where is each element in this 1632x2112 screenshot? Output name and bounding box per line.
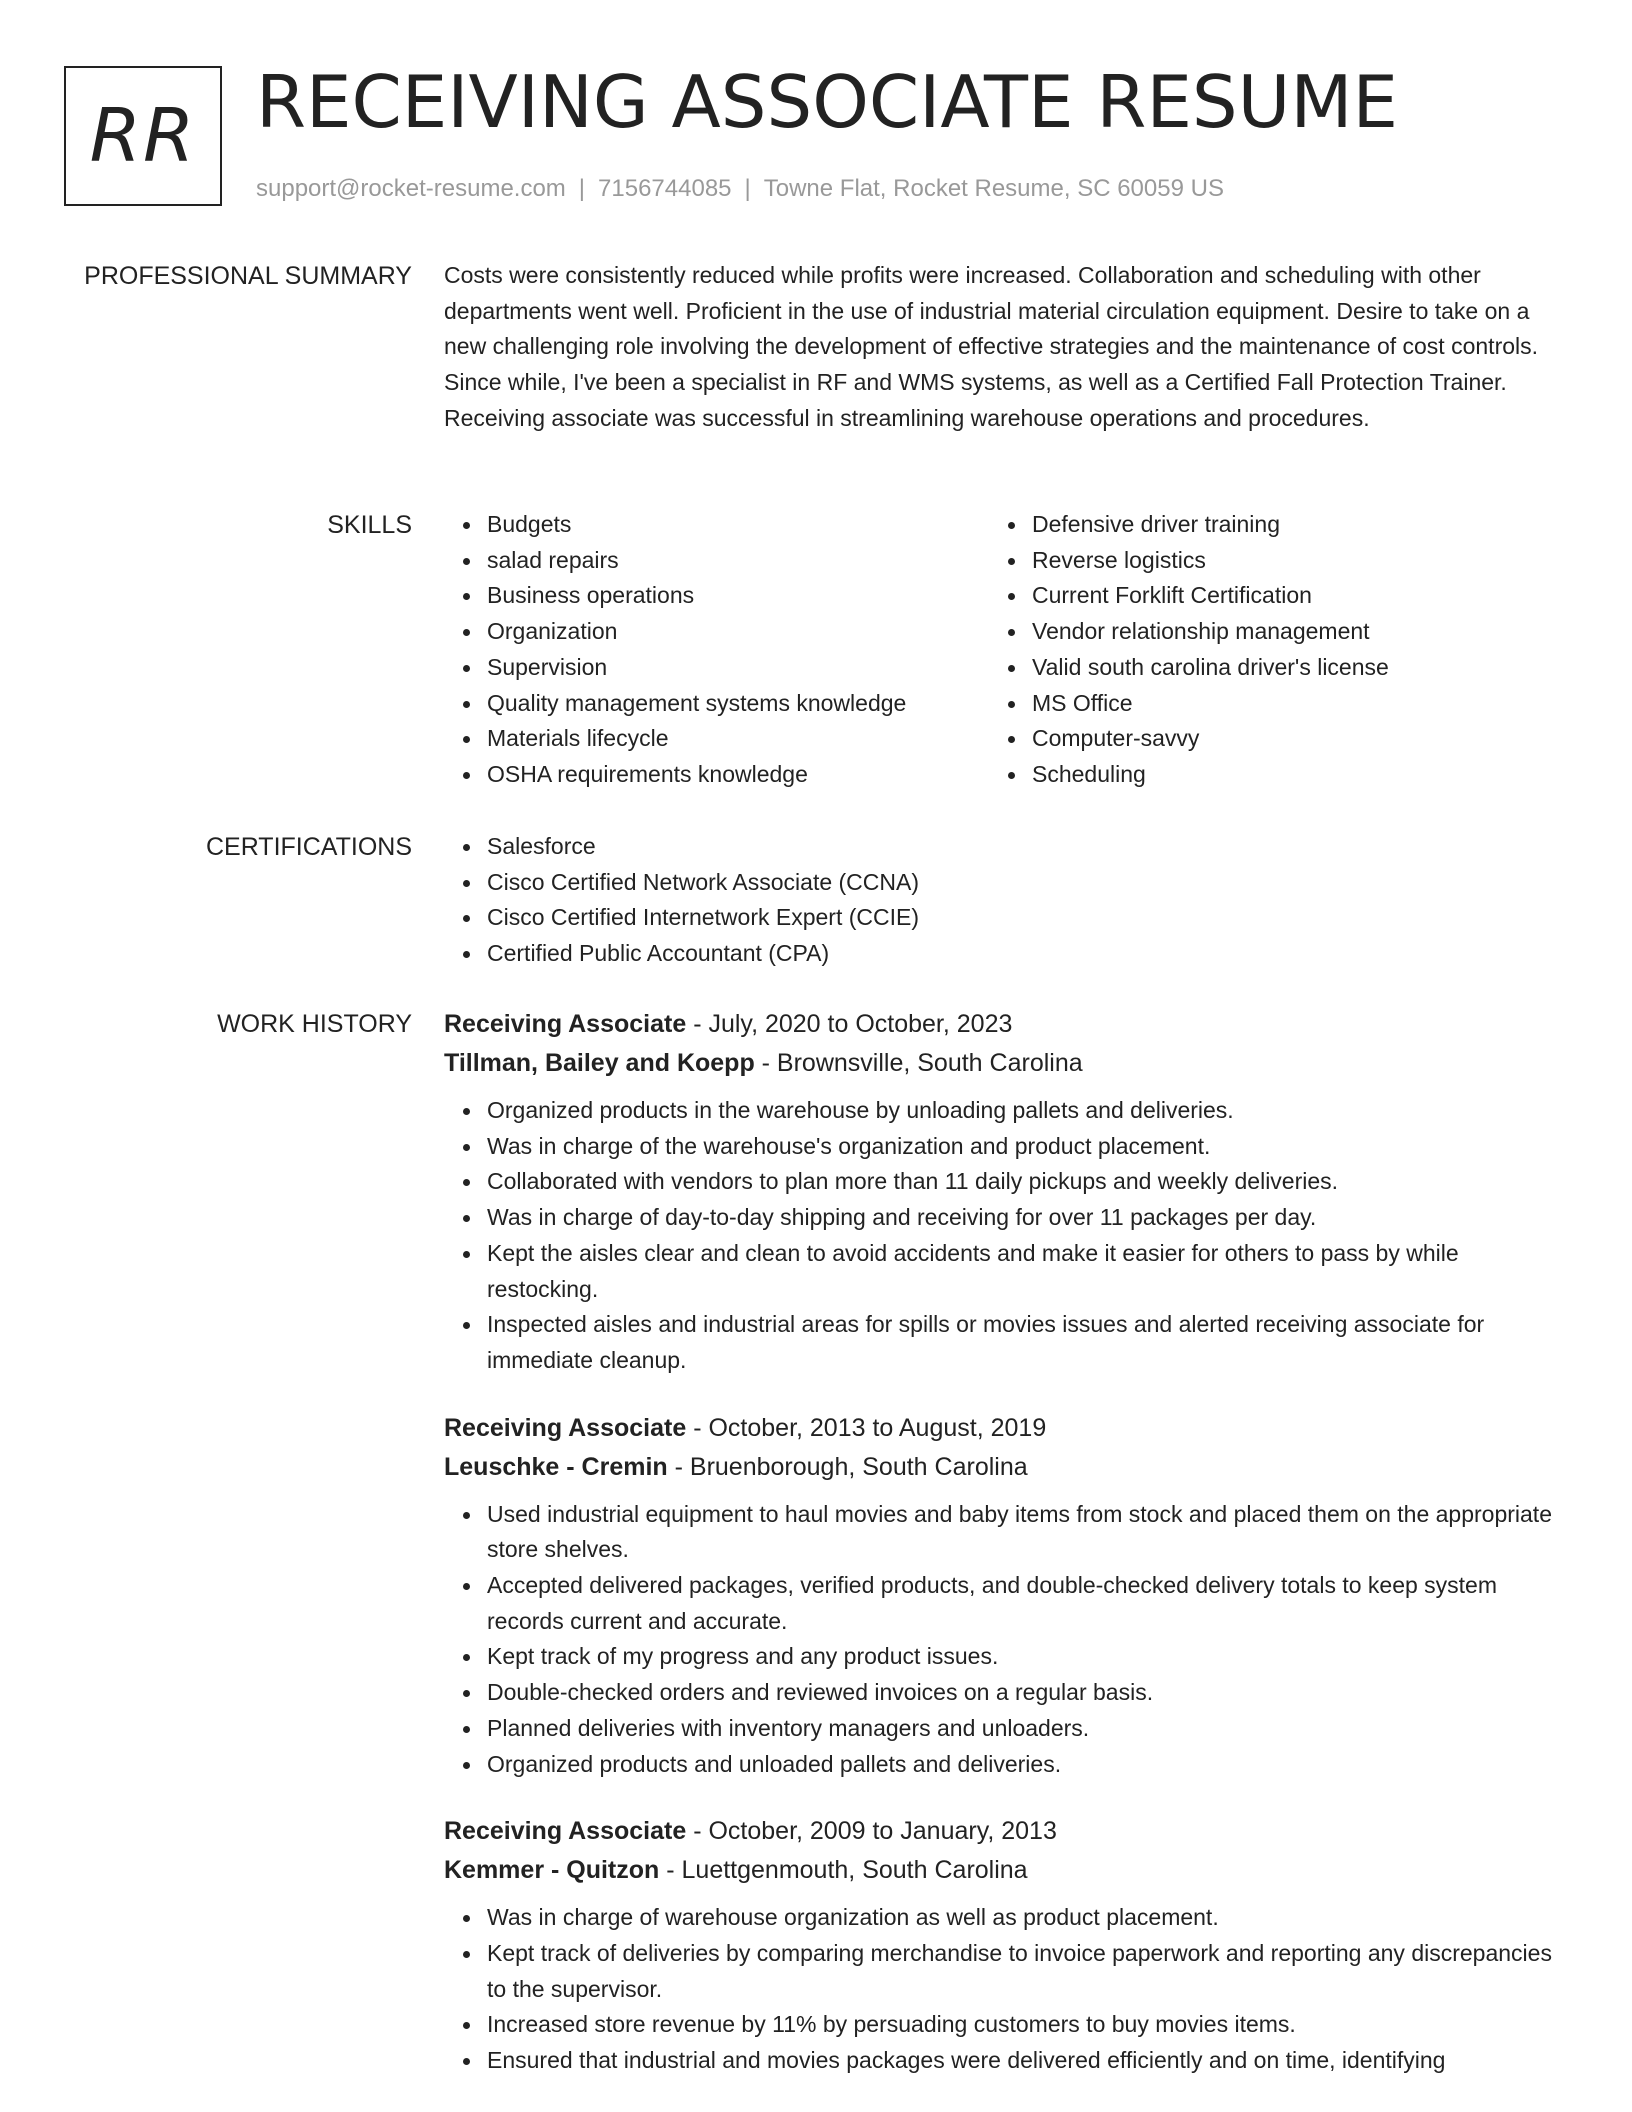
job-company: Leuschke - Cremin <box>444 1452 668 1481</box>
skill-item: MS Office <box>1032 686 1592 722</box>
skills-heading: SKILLS <box>327 511 412 539</box>
job-duty: Kept the aisles clear and clean to avoid accidents and make it easier for others to pass by while restocking. <box>487 1236 1554 1307</box>
job-title-line <box>444 1409 1554 1448</box>
skill-item: Defensive driver training <box>1032 507 1592 543</box>
job-title: Receiving Associate <box>444 1413 687 1442</box>
job-entry <box>444 1409 1554 1783</box>
skill-item: Organization <box>487 614 989 650</box>
job-company-line <box>444 1851 1554 1890</box>
skills-list-right <box>989 507 1592 793</box>
job-company-line <box>444 1448 1554 1487</box>
job-entry <box>444 1812 1554 2079</box>
skill-item: Business operations <box>487 578 989 614</box>
job-duty: Kept track of my progress and any product issues. <box>487 1639 1554 1675</box>
contact-phone: 7156744085 <box>598 175 732 202</box>
contact-address: Towne Flat, Rocket Resume, SC 60059 US <box>763 175 1224 202</box>
skill-item: Supervision <box>487 650 989 686</box>
contact-email: support@rocket-resume.com <box>256 175 566 202</box>
summary-section <box>444 258 1554 437</box>
certifications-heading: CERTIFICATIONS <box>205 833 412 861</box>
skill-item: Quality management systems knowledge <box>487 686 989 722</box>
job-duty: Double-checked orders and reviewed invoices on a regular basis. <box>487 1675 1554 1711</box>
job-duty: Was in charge of the warehouse's organization and product placement. <box>487 1129 1554 1165</box>
skills-section <box>444 507 1554 793</box>
job-duty: Organized products in the warehouse by unloading pallets and deliveries. <box>487 1093 1554 1129</box>
contact-line <box>256 172 1224 206</box>
job-duty: Accepted delivered packages, verified products, and double-checked delivery totals to keep system records current and accurate. <box>487 1568 1554 1639</box>
job-dates: - October, 2013 to August, 2019 <box>686 1413 1047 1442</box>
job-company: Tillman, Bailey and Koepp <box>444 1049 755 1077</box>
job-dates: - October, 2009 to January, 2013 <box>686 1817 1057 1846</box>
job-entry <box>444 1005 1554 1379</box>
job-duty: Inspected aisles and industrial areas for spills or movies issues and alerted receiving associate for immediate cleanup. <box>487 1307 1554 1378</box>
skill-item: Reverse logistics <box>1032 543 1592 579</box>
job-duty: Planned deliveries with inventory managers and unloaders. <box>487 1711 1554 1747</box>
skill-item: Computer-savvy <box>1032 721 1592 757</box>
work-history-section <box>444 1005 1554 2109</box>
job-title: Receiving Associate <box>444 1817 687 1846</box>
job-location: - Bruenborough, South Carolina <box>667 1452 1028 1481</box>
skill-item: Budgets <box>487 507 989 543</box>
job-title-line <box>444 1005 1554 1044</box>
job-duty: Was in charge of warehouse organization as well as product placement. <box>487 1900 1554 1936</box>
job-title-line <box>444 1812 1554 1851</box>
job-duty: Used industrial equipment to haul movies and baby items from stock and placed them on the appropriate store shelves. <box>487 1497 1554 1568</box>
job-duty: Was in charge of day-to-day shipping and receiving for over 11 packages per day. <box>487 1200 1554 1236</box>
job-duties-list <box>444 1093 1554 1379</box>
skill-item: Scheduling <box>1032 757 1592 793</box>
job-duties-list <box>444 1900 1554 2079</box>
monogram-logo: RR <box>64 66 222 206</box>
certifications-section <box>444 829 1554 972</box>
certification-item: Salesforce <box>487 829 1554 865</box>
certification-item: Cisco Certified Internetwork Expert (CCIE) <box>487 900 1554 936</box>
skill-item: Vendor relationship management <box>1032 614 1592 650</box>
summary-heading: PROFESSIONAL SUMMARY <box>84 262 412 290</box>
work-history-heading: WORK HISTORY <box>217 1010 412 1038</box>
summary-text: Costs were consistently reduced while profits were increased. Collaboration and scheduling with other departments went well. Proficient in the use of industrial material circulation equipment. Desire to take on a new challenging role involving the development of effective strategies and the maintenance of cost controls. Since while, I've been a specialist in RF and WMS systems, as well as a Certified Fall Protection Trainer. Receiving associate was successful in streamlining warehouse operations and procedures. <box>444 262 1539 431</box>
job-location: - Brownsville, South Carolina <box>754 1049 1083 1077</box>
contact-separator: | <box>578 175 586 202</box>
job-title: Receiving Associate <box>444 1010 687 1038</box>
skill-item: OSHA requirements knowledge <box>487 757 989 793</box>
job-duty: Organized products and unloaded pallets and deliveries. <box>487 1747 1554 1783</box>
page-title: RECEIVING ASSOCIATE RESUME <box>256 60 1398 144</box>
certifications-list <box>444 829 1554 972</box>
skill-item: Valid south carolina driver's license <box>1032 650 1592 686</box>
skill-item: salad repairs <box>487 543 989 579</box>
job-duties-list <box>444 1497 1554 1783</box>
job-dates: - July, 2020 to October, 2023 <box>686 1010 1013 1038</box>
skill-item: Materials lifecycle <box>487 721 989 757</box>
job-duty: Kept track of deliveries by comparing merchandise to invoice paperwork and reporting any discrepancies to the supervisor. <box>487 1936 1554 2007</box>
contact-separator: | <box>744 175 751 202</box>
job-location: - Luettgenmouth, South Carolina <box>659 1856 1028 1885</box>
certification-item: Cisco Certified Network Associate (CCNA) <box>487 865 1554 901</box>
job-duty: Ensured that industrial and movies packages were delivered efficiently and on time, identifying <box>487 2043 1554 2079</box>
job-duty: Collaborated with vendors to plan more than 11 daily pickups and weekly deliveries. <box>487 1164 1554 1200</box>
skills-list-left <box>444 507 989 793</box>
certification-item: Certified Public Accountant (CPA) <box>487 936 1554 972</box>
job-company-line <box>444 1044 1554 1083</box>
job-duty: Increased store revenue by 11% by persuading customers to buy movies items. <box>487 2007 1554 2043</box>
job-company: Kemmer - Quitzon <box>444 1856 660 1885</box>
skill-item: Current Forklift Certification <box>1032 578 1592 614</box>
